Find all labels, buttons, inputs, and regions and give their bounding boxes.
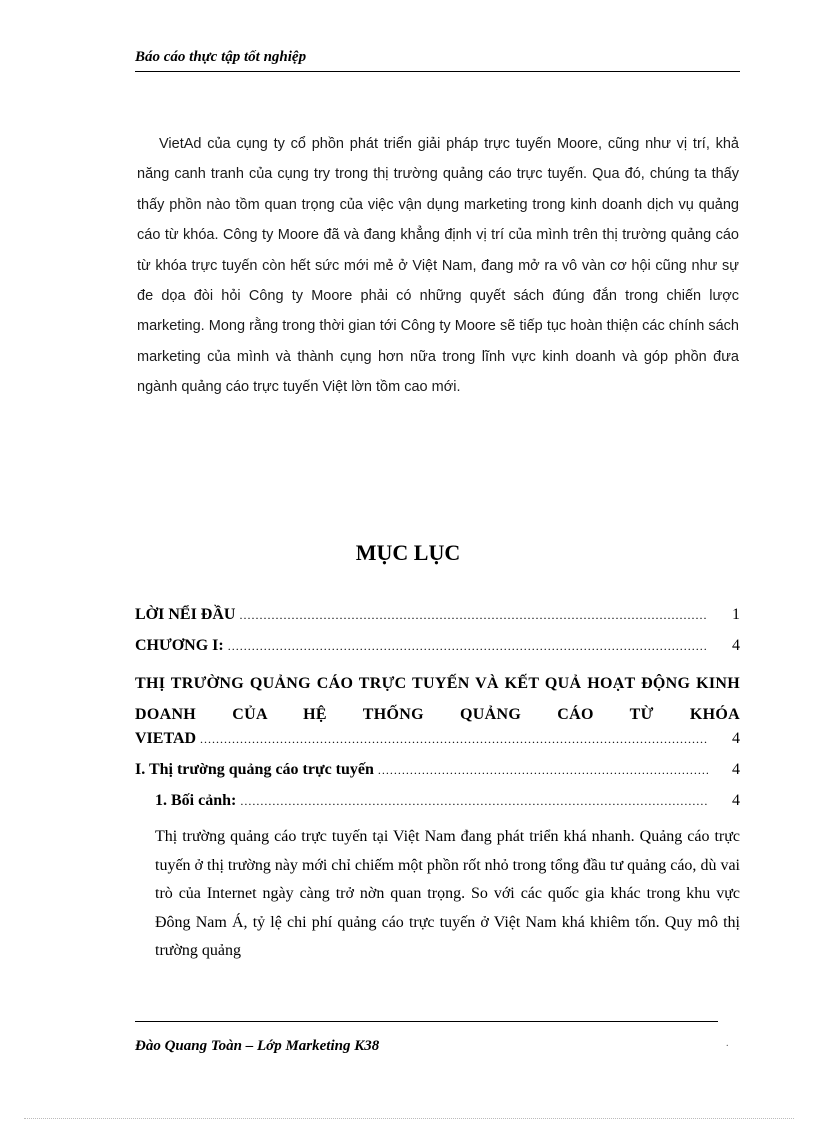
- conclusion-paragraph: VietAd của cụng ty cổ phồn phát triển giải pháp trực tuyến Moore, cũng như vị trí, khả năng canh tranh của cụng try trong thị trường quảng cáo trực tuyến. Qua đó, chúng ta thấy thấy phồn nào tồm quan trọng của việc vận dụng marketing trong kinh doanh dịch vụ quảng cáo từ khóa. Công ty Moore đã và đang khẳng định vị trí của mình trên thị trường quảng cáo từ khóa trực tuyến còn hết sức mới mẻ ở Việt Nam, đang mở ra vô vàn cơ hội cũng như sự đe dọa đòi hỏi Công ty Moore phải có những quyết sách đúng đắn trong chiến lược marketing. Mong rằng trong thời gian tới Công ty Moore sẽ tiếp tục hoàn thiện các chính sách marketing của mình và thành cụng hơn nữa trong lĩnh vực kinh doanh và góp phồn đưa ngành quảng cáo trực tuyến Việt lờn tồm cao mới.: [137, 136, 739, 396]
- footer-author: Đào Quang Toàn – Lớp Marketing K38: [135, 1038, 380, 1054]
- toc-entry[interactable]: [135, 761, 740, 792]
- toc-entry-label: 1. Bối cảnh:: [155, 792, 237, 809]
- toc-leader: [240, 794, 708, 809]
- page-edge: [24, 1118, 794, 1119]
- footer-rule: [135, 1021, 718, 1022]
- toc-entry-page: 4: [732, 637, 740, 654]
- toc-entry-label: VIETAD: [135, 730, 197, 747]
- toc-leader: [239, 608, 708, 623]
- toc-entry-page: 1: [732, 606, 740, 623]
- toc-entry-page: 4: [732, 792, 740, 809]
- toc-entry[interactable]: [135, 606, 740, 637]
- table-of-contents: [135, 606, 740, 966]
- page-header: Báo cáo thực tập tốt nghiệp: [135, 49, 740, 72]
- toc-leader: [228, 639, 708, 654]
- toc-entry[interactable]: [135, 637, 740, 668]
- toc-entry-page: 4: [732, 730, 740, 747]
- toc-entry[interactable]: [135, 730, 740, 761]
- toc-entry-label: I. Thị trường quảng cáo trực tuyến: [135, 761, 374, 778]
- footer-mark: .: [726, 1038, 729, 1049]
- toc-entry-wrapped-label[interactable]: THỊ TRƯỜNG QUẢNG CÁO TRỰC TUYẾN VÀ KẾT QUẢ HOẠT ĐỘNG KINH DOANH CỦA HỆ THỐNG QUẢNG CÁO TỪ KHÓA: [135, 675, 740, 723]
- toc-title: MỤC LỤC: [355, 540, 461, 565]
- toc-entry-page: 4: [732, 761, 740, 778]
- toc-leader: [378, 763, 708, 778]
- toc-entry-label: LỜI NỂI ĐẦU: [135, 606, 236, 623]
- toc-entry-label: CHƯƠNG I:: [135, 637, 224, 654]
- toc-entry[interactable]: [135, 792, 740, 823]
- section-paragraph: Thị trường quảng cáo trực tuyến tại Việt Nam đang phát triển khá nhanh. Quảng cáo trực tuyến ở thị trường này mới chỉ chiếm một phồn rốt nhỏ trong tổng đầu tư quảng cáo, dù vai trò của Internet ngày càng trở nờn quan trọng. So với các quốc gia khác trong khu vực Đông Nam Á, tỷ lệ chi phí quảng cáo trực tuyến ở Việt Nam khá khiêm tốn. Quy mô thị trường quảng: [155, 828, 740, 959]
- toc-leader: [200, 732, 708, 747]
